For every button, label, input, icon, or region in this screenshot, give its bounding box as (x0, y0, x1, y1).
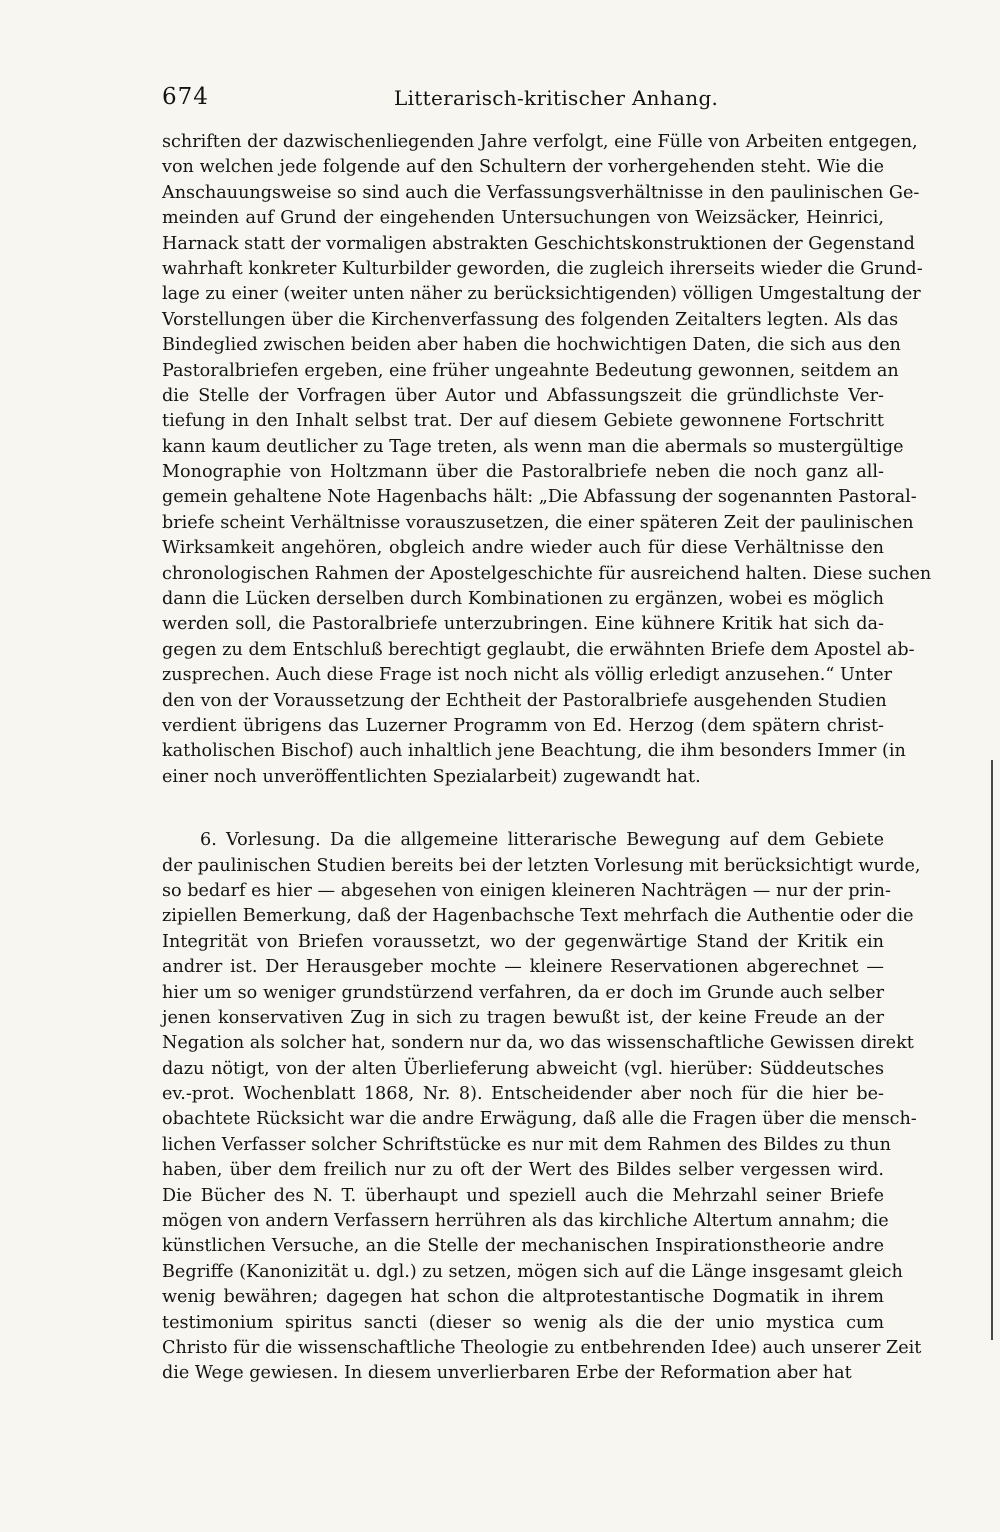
body-text (162, 130, 932, 1387)
text-line: 6. Vorlesung. Da die allgemeine litterarische Bewegung auf dem Gebiete (200, 830, 884, 851)
text-line: meinden auf Grund der eingehenden Untersuchungen von Weizsäcker, Heinrici, (162, 208, 884, 229)
text-line: verdient übrigens das Luzerner Programm von Ed. Herzog (dem spätern christ- (162, 715, 884, 736)
text-line: Integrität von Briefen voraussetzt, wo der gegenwärtige Stand der Kritik ein (162, 931, 884, 952)
text-line: briefe scheint Verhältnisse vorauszusetzen, die einer späteren Zeit der paulinischen (162, 512, 914, 533)
text-line: Wirksamkeit angehören, obgleich andre wieder auch für diese Verhältnisse den (162, 538, 884, 559)
text-line: Pastoralbriefen ergeben, eine früher ungeahnte Bedeutung gewonnen, seitdem an (162, 360, 899, 381)
text-line: Negation als solcher hat, sondern nur da, wo das wissenschaftliche Gewissen direkt (162, 1033, 914, 1054)
text-line: Begriffe (Kanonizität u. dgl.) zu setzen, mögen sich auf die Länge insgesamt gleich (162, 1261, 903, 1282)
text-line: dazu nötigt, von der alten Überlieferung abweicht (vgl. hierüber: Süddeutsches (162, 1058, 884, 1079)
running-head: Litterarisch-kritischer Anhang. (394, 86, 719, 110)
text-line: einer noch unveröffentlichten Spezialarbeit) zugewandt hat. (162, 766, 701, 787)
text-line: von welchen jede folgende auf den Schultern der vorhergehenden steht. Wie die (162, 157, 884, 178)
text-line: chronologischen Rahmen der Apostelgeschichte für ausreichend halten. Diese suchen (162, 563, 932, 584)
paragraph-2 (162, 828, 922, 1387)
margin-rule (991, 760, 993, 1340)
text-line: jenen konservativen Zug in sich zu tragen bewußt ist, der keine Freude an der (162, 1007, 884, 1028)
text-line: den von der Voraussetzung der Echtheit der Pastoralbriefe ausgehenden Studien (162, 690, 887, 711)
text-line: ev.-prot. Wochenblatt 1868, Nr. 8). Entscheidender aber noch für die hier be- (162, 1084, 884, 1105)
text-line: wahrhaft konkreter Kulturbilder geworden, die zugleich ihrerseits wieder die Grund- (162, 258, 923, 279)
text-line: testimonium spiritus sancti (dieser so wenig als die der unio mystica cum (162, 1312, 884, 1333)
text-line: Bindeglied zwischen beiden aber haben die hochwichtigen Daten, die sich aus den (162, 335, 901, 356)
text-line: Christo für die wissenschaftliche Theologie zu entbehrenden Idee) auch unserer Zeit (162, 1337, 922, 1358)
text-line: Anschauungsweise so sind auch die Verfassungsverhältnisse in den paulinischen Ge- (162, 182, 920, 203)
text-line: wenig bewähren; dagegen hat schon die altprotestantische Dogmatik in ihrem (162, 1287, 884, 1308)
text-line: gemein gehaltene Note Hagenbachs hält: „Die Abfassung der sogenannten Pastoral- (162, 487, 917, 508)
page-number: 674 (162, 84, 209, 110)
text-line: Die Bücher des N. T. überhaupt und speziell auch die Mehrzahl seiner Briefe (162, 1185, 884, 1206)
text-line: haben, über dem freilich nur zu oft der Wert des Bildes selber vergessen wird. (162, 1160, 884, 1181)
text-line: zipiellen Bemerkung, daß der Hagenbachsche Text mehrfach die Authentie oder die (162, 906, 914, 927)
text-line: zusprechen. Auch diese Frage ist noch nicht als völlig erledigt anzusehen.“ Unter (162, 665, 893, 686)
text-line: tiefung in den Inhalt selbst trat. Der auf diesem Gebiete gewonnene Fortschritt (162, 411, 884, 432)
page-header (162, 84, 882, 116)
text-line: so bedarf es hier — abgesehen von einigen kleineren Nachträgen — nur der prin- (162, 880, 891, 901)
text-line: lichen Verfasser solcher Schriftstücke es nur mit dem Rahmen des Bildes zu thun (162, 1134, 891, 1155)
paragraph-1 (162, 130, 932, 790)
text-line: Monographie von Holtzmann über die Pastoralbriefe neben die noch ganz all- (162, 462, 884, 483)
text-line: künstlichen Versuche, an die Stelle der mechanischen Inspirationstheorie andre (162, 1236, 884, 1257)
text-line: der paulinischen Studien bereits bei der letzten Vorlesung mit berücksichtigt wurde, (162, 855, 921, 876)
text-line: gegen zu dem Entschluß berechtigt geglaubt, die erwähnten Briefe dem Apostel ab- (162, 639, 915, 660)
text-line: die Wege gewiesen. In diesem unverlierbaren Erbe der Reformation aber hat (162, 1363, 852, 1384)
text-line: kann kaum deutlicher zu Tage treten, als wenn man die abermals so mustergültige (162, 436, 904, 457)
text-line: lage zu einer (weiter unten näher zu berücksichtigenden) völligen Umgestaltung der (162, 284, 921, 305)
text-line: dann die Lücken derselben durch Kombinationen zu ergänzen, wobei es möglich (162, 589, 884, 610)
text-line: mögen von andern Verfassern herrühren als das kirchliche Altertum annahm; die (162, 1211, 889, 1232)
text-line: hier um so weniger grundstürzend verfahren, da er doch im Grunde auch selber (162, 982, 884, 1003)
paragraph-gap (162, 790, 884, 828)
text-line: die Stelle der Vorfragen über Autor und Abfassungszeit die gründlichste Ver- (162, 385, 884, 406)
text-line: katholischen Bischof) auch inhaltlich jene Beachtung, die ihm besonders Immer (in (162, 741, 906, 762)
text-line: werden soll, die Pastoralbriefe unterzubringen. Eine kühnere Kritik hat sich da- (162, 614, 884, 635)
text-line: andrer ist. Der Herausgeber mochte — kleinere Reservationen abgerechnet — (162, 957, 884, 978)
text-line: Vorstellungen über die Kirchenverfassung des folgenden Zeitalters legten. Als das (162, 309, 899, 330)
text-line: schriften der dazwischenliegenden Jahre verfolgt, eine Fülle von Arbeiten entgegen, (162, 132, 918, 152)
text-line: Harnack statt der vormaligen abstrakten Geschichtskonstruktionen der Gegenstand (162, 233, 915, 254)
text-line: obachtete Rücksicht war die andre Erwägung, daß alle die Fragen über die mensch- (162, 1109, 917, 1130)
